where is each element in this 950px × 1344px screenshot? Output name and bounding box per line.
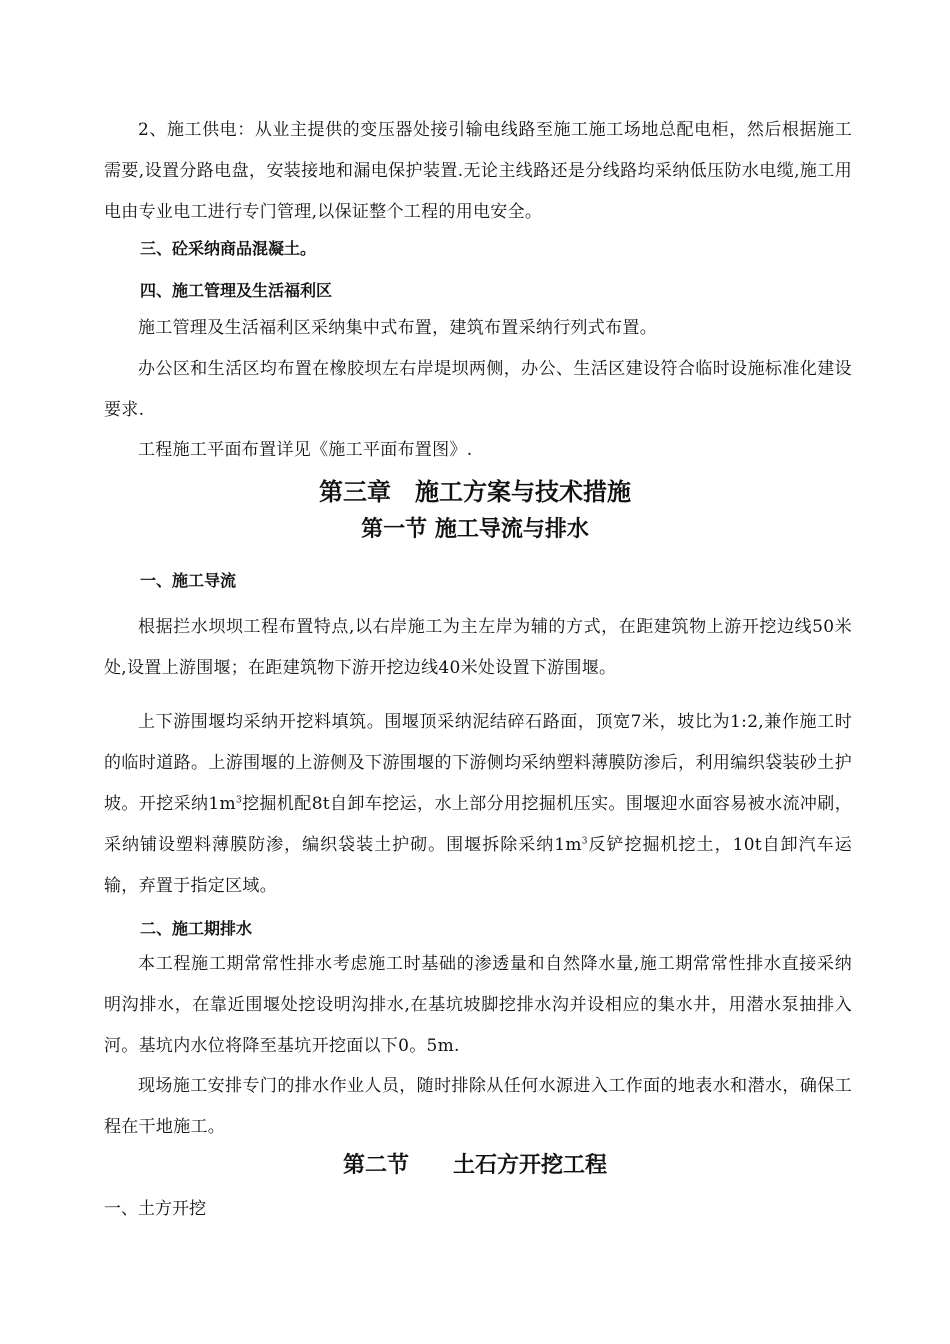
chapter-title: 第三章 施工方案与技术措施 [319, 478, 631, 506]
heading-earthwork-excavation: 一、土方开挖 [104, 1199, 206, 1219]
text-segment: 反铲挖掘机挖土，10t自卸汽车运输，弃置于指定区域。 [104, 835, 852, 896]
paragraph-office-area: 办公区和生活区均布置在橡胶坝左右岸堤坝两侧，办公、生活区建设符合临时设施标准化建设要求. [104, 359, 852, 420]
paragraph-drainage-method: 本工程施工期常常性排水考虑施工时基础的渗透量和自然降水量,施工期常常性排水直接采纳明沟排水，在靠近围堰处挖设明沟排水,在基坑坡脚挖排水沟并设相应的集水井，用潜水泵抽排入河。基坑内水位将降至基坑开挖面以下0。5m. [104, 954, 852, 1056]
heading-concrete: 三、砼采纳商品混凝土。 [140, 239, 317, 258]
section-title-diversion: 第一节 施工导流与排水 [361, 517, 589, 542]
paragraph-power-supply: 2、施工供电：从业主提供的变压器处接引输电线路至施工施工场地总配电柜，然后根据施工需要,设置分路电盘，安装接地和漏电保护装置.无论主线路还是分线路均采纳低压防水电缆,施工用电由专业电工进行专门管理,以保证整个工程的用电安全。 [104, 120, 852, 222]
paragraph-cofferdam-construction [104, 702, 852, 907]
text-segment: 挖掘机配8t自卸车挖运，水上部分用挖掘机压实。围堰迎水面容易被水流冲刷，采纳铺设塑料薄膜防渗，编织袋装土护砌。围堰拆除采纳1m [104, 794, 852, 855]
superscript: 3 [581, 836, 588, 847]
paragraph-cofferdam-location: 根据拦水坝坝工程布置特点,以右岸施工为主左岸为辅的方式，在距建筑物上游开挖边线50米处,设置上游围堰；在距建筑物下游开挖边线40米处设置下游围堰。 [104, 617, 852, 678]
paragraph-layout: 施工管理及生活福利区采纳集中式布置，建筑布置采纳行列式布置。 [138, 318, 657, 338]
heading-drainage: 二、施工期排水 [140, 919, 253, 938]
paragraph-plan-reference: 工程施工平面布置详见《施工平面布置图》. [138, 440, 473, 460]
heading-diversion: 一、施工导流 [140, 571, 237, 590]
paragraph-drainage-staff: 现场施工安排专门的排水作业人员，随时排除从任何水源进入工作面的地表水和潜水，确保工程在干地施工。 [104, 1076, 852, 1137]
heading-management-area: 四、施工管理及生活福利区 [140, 281, 333, 300]
superscript: 3 [235, 795, 242, 806]
text-segment: 上下游围堰均采纳开挖料填筑。围堰顶采纳泥结碎石路面，顶宽7米，坡比为1:2,兼作施工时的临时道路。上游围堰的上游侧及下游围堰的下游侧均采纳塑料薄膜防渗后，利用编织袋装砂土护坡。开挖采纳1m [104, 712, 852, 814]
section-title-earthwork: 第二节 土石方开挖工程 [342, 1153, 607, 1178]
